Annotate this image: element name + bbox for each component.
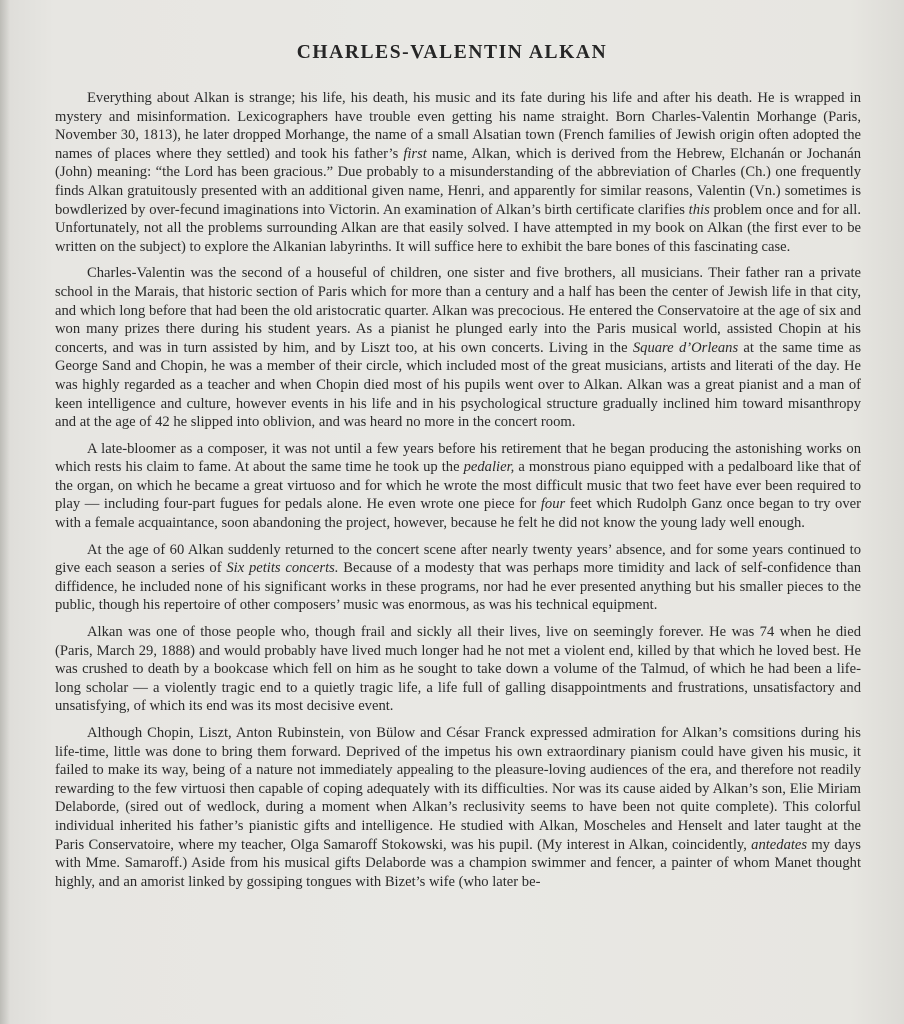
paragraph [55, 623, 861, 716]
italic-text: four [540, 496, 566, 513]
text-run: Alkan was one of those people who, though frail and sickly all their lives, live on seemingly forever. He was 74 when he died (Paris, March 29, 1888) and would probably have lived much longer had he not met a violent end, killed by that which he loved best. He was crushed to death by a bookcase which fell on him as he sought to take down a volume of the Talmud, of which he had been a life-long scholar — a violently tragic end to a quietly tragic life, a life full of galling disappointments and frustrations, unsatisfactory and unsatisfying, of which its end was its most decisive event. [55, 624, 861, 715]
page-title: CHARLES-VALENTIN ALKAN [296, 42, 608, 63]
paragraph [55, 440, 861, 533]
italic-text: this [688, 201, 710, 218]
text-run: name, Alkan, which is derived from the Hebrew, Elchanán or Jochanán (John) meaning: “the Lord has been gracious.” Due probably to a misunderstanding of the abbreviation of Charles (Ch.) one frequently finds Alkan gratuitously presented with an additional given name, Henri, and apparently for similar reasons, Valentin (Vn.) sometimes is bowdlerized by over-fecund imaginations into Victorin. An examination of Alkan’s birth certificate clarifies [55, 145, 861, 218]
article-body [55, 89, 861, 899]
italic-text: first [403, 145, 427, 162]
text-run: Charles-Valentin was the second of a houseful of children, one sister and five brothers, all musicians. Their father ran a private school in the Marais, that historic section of Paris which for more than a century and a half has been the center of Jewish life in that city, and which long before that had been the old aristocratic quarter. Alkan was precocious. He entered the Conservatoire at the age of six and won many prizes there during his student years. As a pianist he plunged early into the Paris musical world, assisted Chopin at his concerts, and was in turn assisted by him, and by Liszt too, at his own concerts. Living in the [55, 265, 861, 356]
text-run: Because of a modesty that was perhaps more timidity and lack of self-confidence than diffidence, he included none of his significant works in these programs, nor had he ever presented anything but his smaller pieces to the public, though his repertoire of other composers’ music was enormous, as was his technical equipment. [55, 560, 861, 614]
paragraph [55, 541, 861, 615]
text-run: At the age of 60 Alkan suddenly returned to the concert scene after nearly twenty years’ absence, and for some years continued to give each season a series of [55, 541, 861, 577]
italic-text: Square d’Orleans [632, 339, 739, 356]
text-run: Although Chopin, Liszt, Anton Rubinstein, von Bülow and César Franck expressed admiration for Alkan’s comsitions during his life-time, little was done to bring them forward. Deprived of the impetus his own extraordinary pianism could have given his music, it failed to make its way, being of a nature not immediately appealing to the pleasure-loving audiences of the era, and therefore not readily rewarding to the few virtuosi then capable of coping adequately with its difficulties. Nor was its cause aided by Alkan’s son, Elie Miriam Delaborde, (sired out of wedlock, during a moment when Alkan’s reclusivity seems to have been not quite complete). This colorful individual inherited his father’s pianistic gifts and intelligence. He studied with Alkan, Moscheles and Henselt and later taught at the Paris Conservatoire, where my teacher, Olga Samaroff Stokowski, was his pupil. (My interest in Alkan, coincidently, [55, 725, 861, 853]
text-run: a monstrous piano equipped with a pedalboard like that of the organ, on which he became a great virtuoso and for which he wrote the most difficult music that two feet have ever been required to play — including four-part fugues for pedals alone. He even wrote one piece for [55, 459, 861, 513]
italic-text: pedalier, [463, 459, 515, 476]
italic-text: antedates [751, 836, 808, 853]
text-run: problem once and for all. Unfortunately, not all the problems surrounding Alkan are that easily solved. I have attempted in my book on Alkan (the first ever to be written on the subject) to explore the Alkanian labyrinths. It will suffice here to exhibit the bare bones of this fascinating case. [55, 201, 862, 255]
page-binding-shadow [0, 0, 10, 1024]
text-run: my days with Mme. Samaroff.) Aside from his musical gifts Delaborde was a champion swimmer and fencer, a painter of whom Manet thought highly, and an amorist linked by gossiping tongues with Bizet’s wife (who later be- [55, 836, 861, 890]
paragraph [55, 89, 861, 256]
text-run: A late-bloomer as a composer, it was not until a few years before his retirement that he began producing the astonishing works on which rests his claim to fame. At about the same time he took up the [55, 440, 861, 476]
italic-text: Six petits concerts. [226, 560, 339, 577]
text-run: Everything about Alkan is strange; his life, his death, his music and its fate during his life and after his death. He is wrapped in mystery and misinformation. Lexicographers have trouble even getting his name straight. Born Charles-Valentin Morhange (Paris, November 30, 1813), he later dropped Morhange, the name of a small Alsatian town (French families of Jewish origin often adopted the names of places where they settled) and took his father’s [55, 90, 861, 162]
text-run: feet which Rudolph Ganz once began to try over with a female acquaintance, soon abandoning the project, however, because he felt he did not know the young lady well enough. [55, 496, 861, 532]
paragraph [55, 724, 861, 891]
text-run: at the same time as George Sand and Chopin, he was a member of their circle, which included most of the great musicians, artists and literati of the day. He was highly regarded as a teacher and when Chopin died most of his pupils went over to Alkan. Alkan was a great pianist and a man of keen intelligence and culture, however events in his life and in his psychological structure gradually inclined him toward misanthropy and at the age of 42 he slipped into oblivion, and was heard no more in the concert room. [55, 339, 862, 431]
paragraph [55, 264, 861, 431]
